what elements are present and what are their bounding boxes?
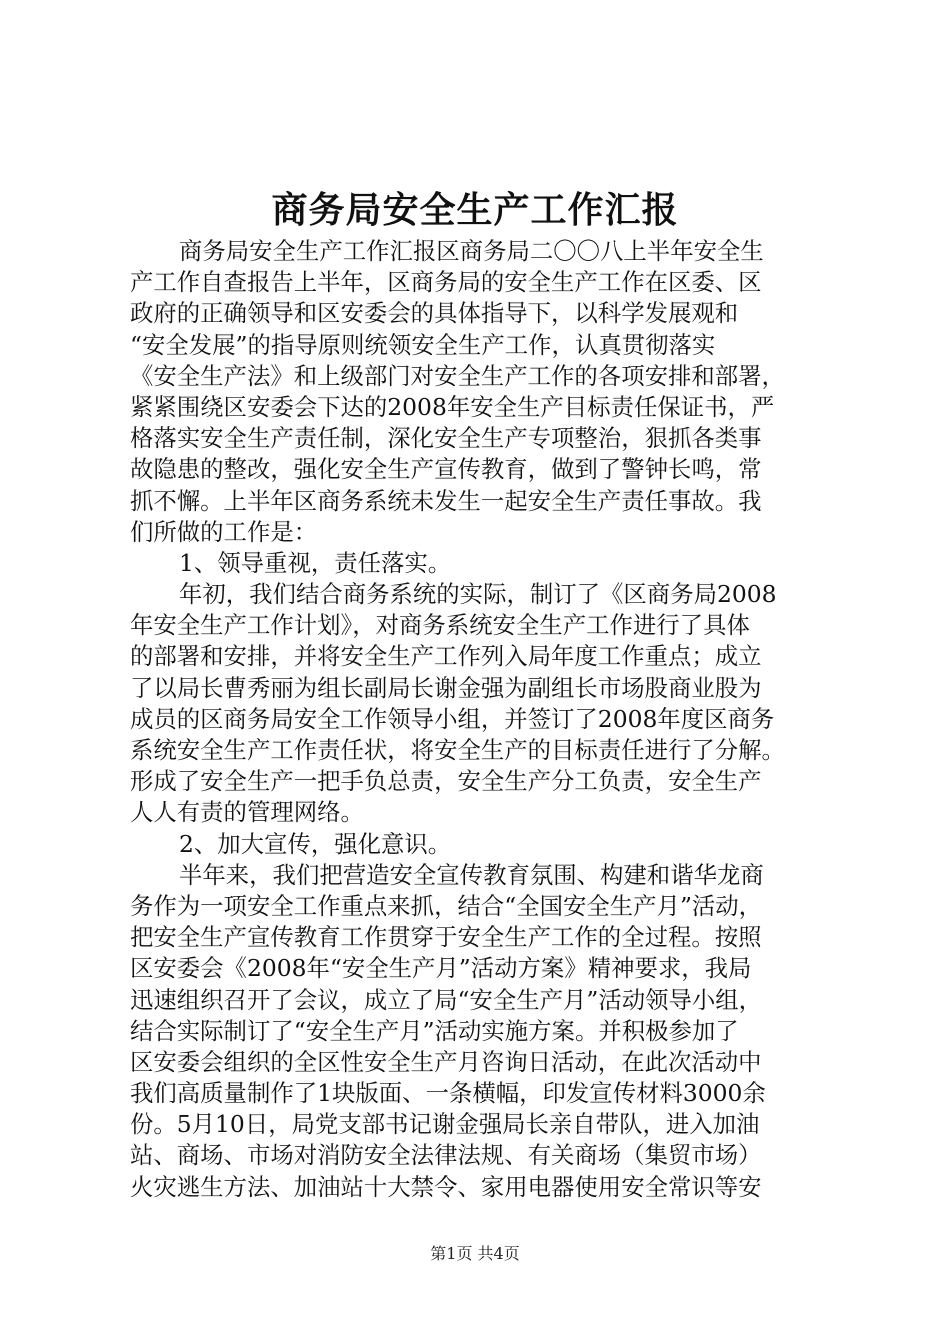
paragraph-line: 们所做的工作是： [130, 517, 318, 546]
section-heading: 1、领导重视，责任落实。 [179, 548, 452, 577]
paragraph-line: 紧紧围绕区安委会下达的2008年安全生产目标责任保证书，严 [130, 392, 775, 421]
paragraph-line: 区安委会组织的全区性安全生产月咨询日活动，在此次活动中 [130, 1047, 762, 1076]
paragraph-line: 务作为一项安全工作重点来抓，结合“全国安全生产月”活动， [130, 891, 763, 920]
paragraph-line: 《安全生产法》和上级部门对安全生产工作的各项安排和部署， [130, 361, 785, 390]
paragraph-line: 结合实际制订了“安全生产月”活动实施方案。并积极参加了 [130, 1016, 739, 1045]
section-heading: 2、加大宣传，强化意识。 [179, 829, 452, 858]
paragraph-line: 商务局安全生产工作汇报区商务局二〇〇八上半年安全生 [179, 237, 764, 265]
paragraph-line: “安全发展”的指导原则统领安全生产工作，认真贯彻落实 [130, 330, 716, 359]
paragraph-line: 站、商场、市场对消防安全法律法规、有关商场（集贸市场） [130, 1141, 762, 1170]
paragraph-line: 区安委会《2008年“安全生产月”活动方案》精神要求，我局 [130, 954, 752, 983]
document-body [130, 236, 832, 1203]
paragraph-line: 了以局长曹秀丽为组长副局长谢金强为副组长市场股商业股为 [130, 673, 762, 702]
paragraph-line: 成员的区商务局安全工作领导小组，并签订了2008年度区商务 [130, 704, 775, 733]
paragraph-line: 政府的正确领导和区安委会的具体指导下，以科学发展观和 [130, 299, 739, 328]
paragraph-line: 故隐患的整改，强化安全生产宣传教育，做到了警钟长鸣，常 [130, 455, 762, 484]
paragraph-line: 火灾逃生方法、加油站十大禁令、家用电器使用安全常识等安 [130, 1172, 762, 1201]
paragraph-line: 产工作自查报告上半年，区商务局的安全生产工作在区委、区 [130, 268, 762, 297]
paragraph-line: 我们高质量制作了1块版面、一条横幅，印发宣传材料3000余 [130, 1079, 766, 1108]
paragraph-line: 份。5月10日，局党支部书记谢金强局长亲自带队，进入加油 [130, 1110, 760, 1139]
paragraph-line: 把安全生产宣传教育工作贯穿于安全生产工作的全过程。按照 [130, 923, 762, 952]
paragraph-line: 的部署和安排，并将安全生产工作列入局年度工作重点；成立 [130, 642, 762, 671]
paragraph-line: 迅速组织召开了会议，成立了局“安全生产月”活动领导小组， [130, 985, 763, 1014]
paragraph-line: 年初，我们结合商务系统的实际，制订了《区商务局2008 [179, 580, 777, 609]
paragraph-line: 抓不懈。上半年区商务系统未发生一起安全生产责任事故。我 [130, 486, 762, 515]
paragraph-line: 年安全生产工作计划》，对商务系统安全生产工作进行了具体 [130, 611, 750, 640]
paragraph-line: 形成了安全生产一把手负总责，安全生产分工负责，安全生产 [130, 767, 762, 796]
paragraph-line: 系统安全生产工作责任状，将安全生产的目标责任进行了分解。 [130, 736, 785, 764]
paragraph-line: 格落实安全生产责任制，深化安全生产专项整治，狠抓各类事 [130, 424, 762, 453]
paragraph-line: 人人有责的管理网络。 [130, 798, 364, 827]
paragraph-line: 半年来，我们把营造安全宣传教育氛围、构建和谐华龙商 [179, 860, 764, 889]
page-footer: 第1页 共4页 [430, 1244, 520, 1263]
document-title: 商务局安全生产工作汇报 [271, 189, 679, 231]
